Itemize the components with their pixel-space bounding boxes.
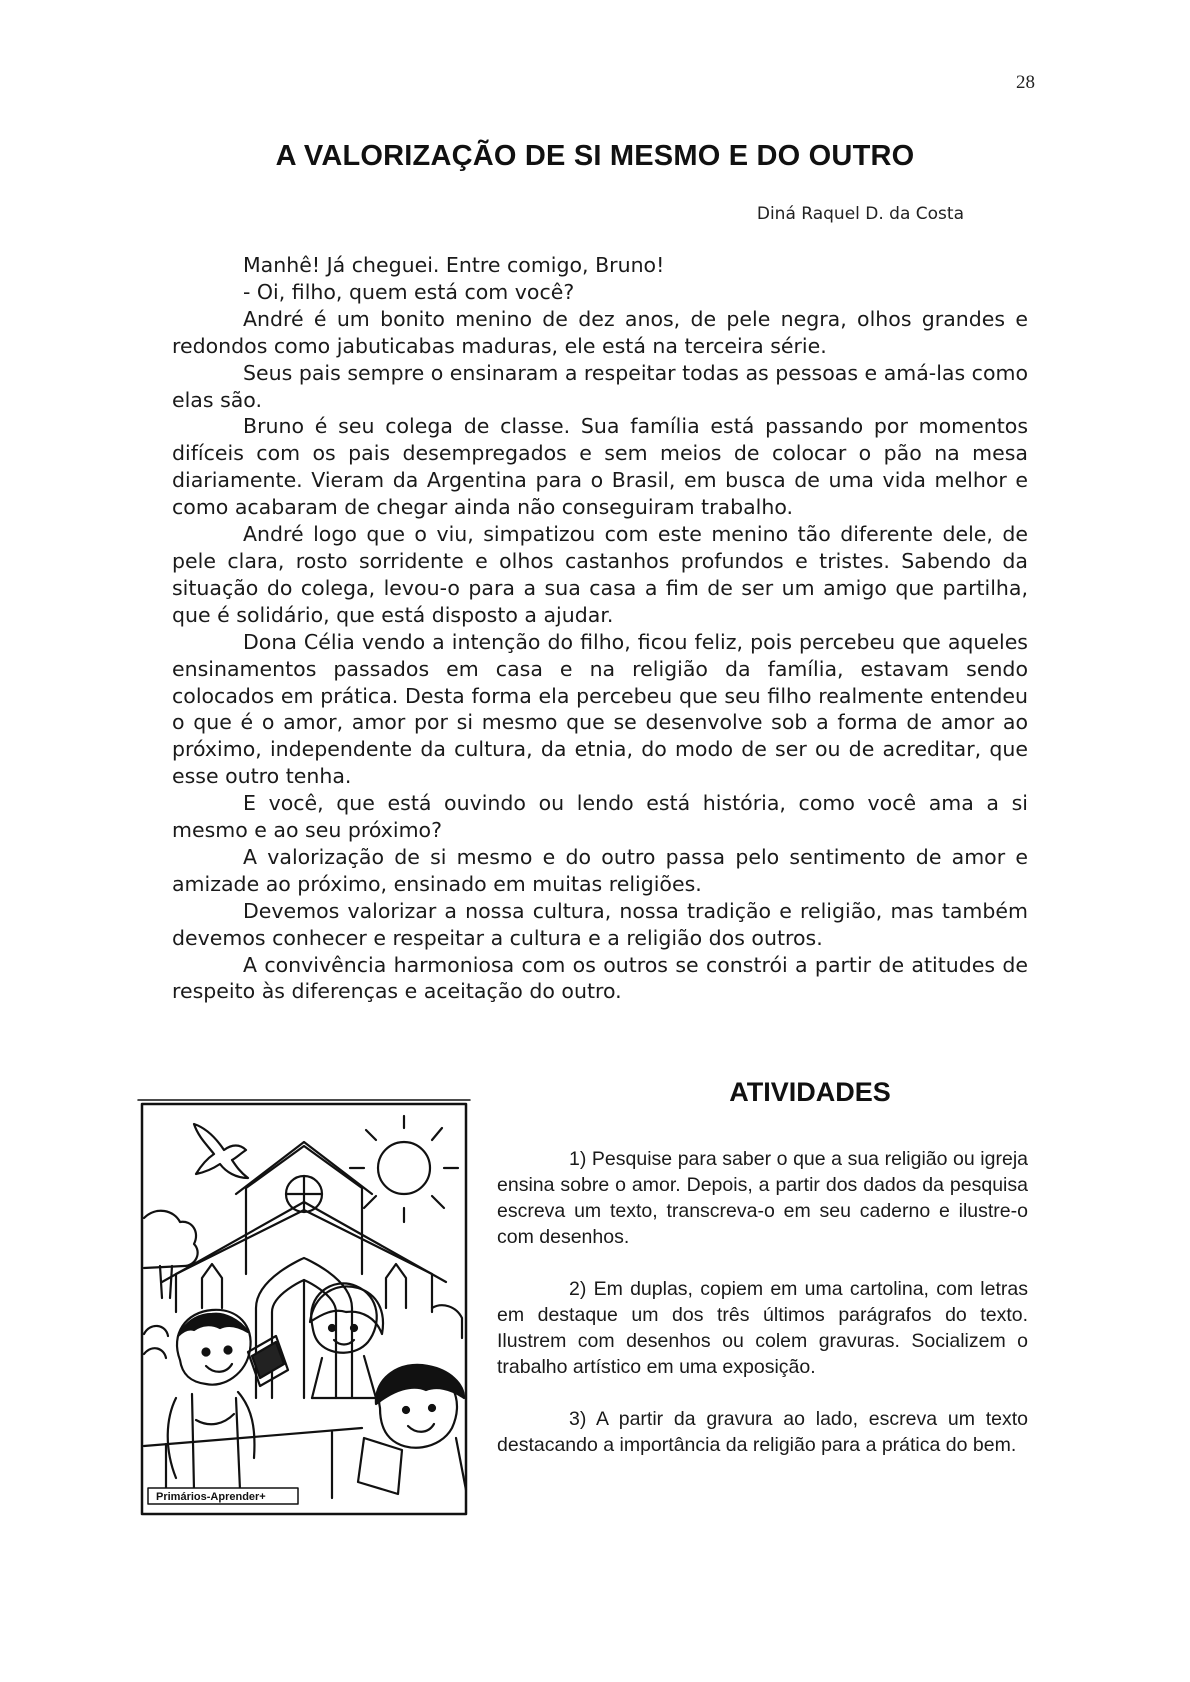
story-paragraph: Dona Célia vendo a intenção do filho, ficou feliz, pois percebeu que aqueles ensinamentos passados em casa e na religião da família, estavam sendo colocados em prática. Desta forma ela percebeu que seu filho realmente entendeu o que é o amor, amor por si mesmo que se desenvolve sob a forma de amor ao próximo, independente da cultura, da etnia, do modo de ser ou de acreditar, que esse outro tenha. — [172, 629, 1028, 789]
activity-item: 1) Pesquise para saber o que a sua religião ou igreja ensina sobre o amor. Depois, a partir dos dados da pesquisa escreva um texto, transcreva-o em seu caderno e ilustre-o com desenhos. — [497, 1148, 1028, 1248]
author-credit: Diná Raquel D. da Costa — [756, 204, 964, 224]
story-paragraph: A convivência harmoniosa com os outros se constrói a partir de atitudes de respeito às diferenças e aceitação do outro. — [172, 952, 1028, 1004]
page-title: A VALORIZAÇÃO DE SI MESMO E DO OUTRO — [275, 140, 915, 172]
activities-list — [497, 1146, 1028, 1484]
story-text — [172, 252, 1028, 1005]
boy-figure — [168, 1310, 255, 1490]
activities-heading: ATIVIDADES — [729, 1077, 891, 1107]
story-paragraph: Manhê! Já cheguei. Entre comigo, Bruno! — [243, 253, 665, 277]
story-paragraph: - Oi, filho, quem está com você? — [243, 279, 575, 304]
illustration-caption: Primários-Aprender+ — [156, 1491, 266, 1503]
story-paragraph: A valorização de si mesmo e do outro passa pelo sentimento de amor e amizade ao próximo, ensinado em muitas religiões. — [172, 844, 1028, 896]
page-number: 28 — [1016, 72, 1035, 93]
church-icon — [162, 1142, 446, 1398]
tree-icon — [144, 1211, 198, 1298]
activity-item: 3) A partir da gravura ao lado, escreva um texto destacando a importância da religião para a prática do bem. — [497, 1408, 1028, 1456]
activity-item: 2) Em duplas, copiem em uma cartolina, com letras em destaque um dos três últimos parágrafos do texto. Ilustrem com desenhos ou colem gravuras. Socializem o trabalho artístico em uma exposição. — [497, 1278, 1028, 1378]
child-figure — [358, 1365, 466, 1494]
story-paragraph: André logo que o viu, simpatizou com este menino tão diferente dele, de pele clara, rosto sorridente e olhos castanhos profundos e tristes. Sabendo da situação do colega, levou-o para a sua casa a fim de ser um amigo que partilha, que é solidário, que está disposto a ajudar. — [172, 522, 1028, 627]
book-icon — [248, 1336, 288, 1386]
story-paragraph: Bruno é seu colega de classe. Sua família está passando por momentos difíceis com os pais desempregados e sem meios de colocar o pão na mesa diariamente. Vieram da Argentina para o Brasil, em busca de uma vida melhor e como acabaram de chegar ainda não conseguiram trabalho. — [172, 414, 1028, 520]
girl-figure — [310, 1283, 383, 1398]
story-paragraph: Seus pais sempre o ensinaram a respeitar todas as pessoas e amá-las como elas são. — [172, 360, 1028, 412]
church-children-illustration — [136, 1098, 472, 1518]
bird-icon — [194, 1124, 248, 1178]
sun-icon — [350, 1116, 458, 1222]
story-paragraph: Devemos valorizar a nossa cultura, nossa tradição e religião, mas também devemos conhecer e respeitar a cultura e a religião dos outros. — [172, 898, 1028, 950]
story-paragraph: André é um bonito menino de dez anos, de pele negra, olhos grandes e redondos como jabuticabas maduras, ele está na terceira série. — [172, 306, 1028, 358]
story-paragraph: E você, que está ouvindo ou lendo está história, como você ama a si mesmo e ao seu próximo? — [172, 791, 1028, 843]
